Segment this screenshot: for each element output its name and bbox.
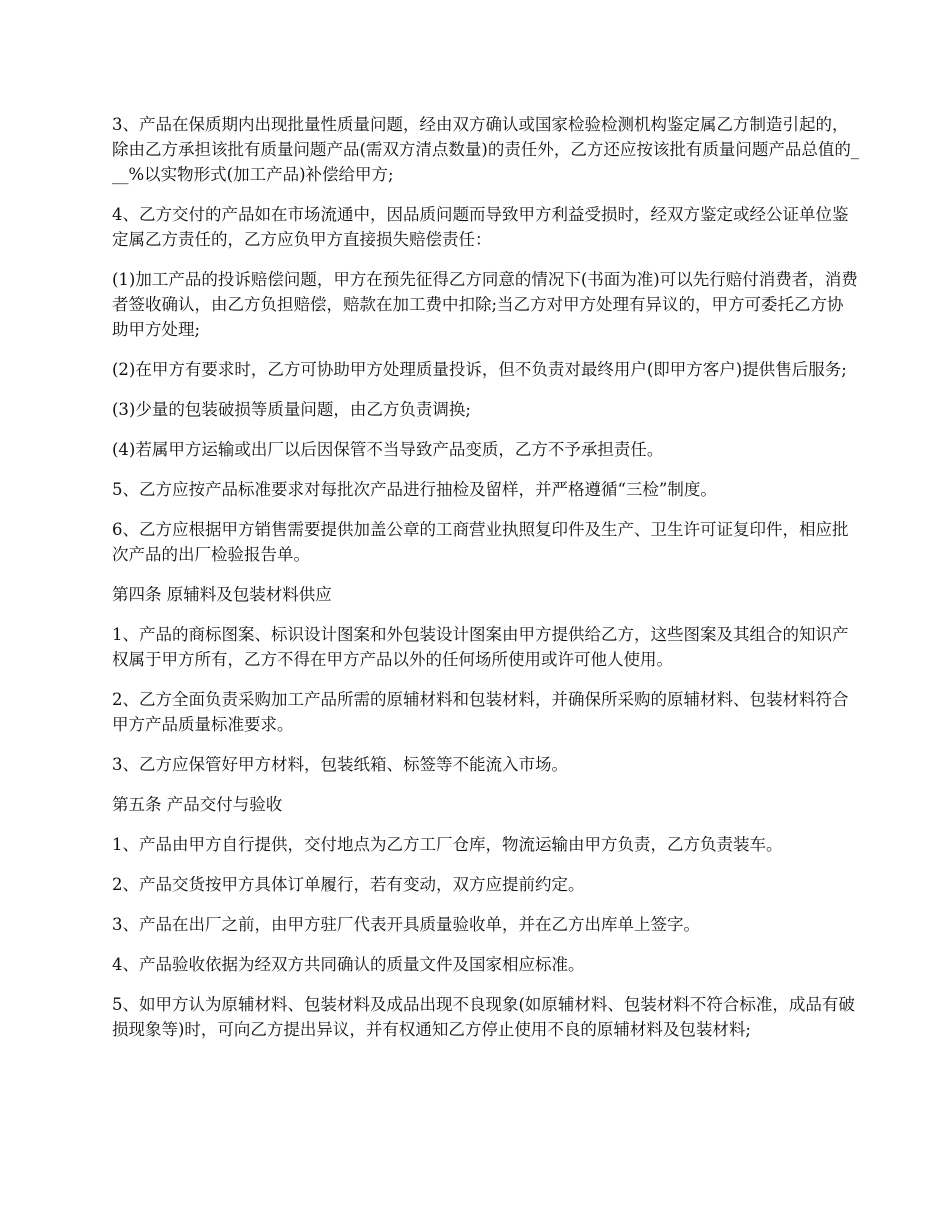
paragraph-defect-objection: 5、如甲方认为原辅材料、包装材料及成品出现不良现象(如原辅材料、包装材料不符合标准，成品有破损现象等)时，可向乙方提出异议，并有权通知乙方停止使用不良的原辅材料及包装材料; [112, 995, 855, 1039]
paragraph-order-fulfillment: 2、产品交货按甲方具体订单履行，若有变动，双方应提前约定。 [112, 875, 585, 894]
paragraph-packaging-damage: (3)少量的包装破损等质量问题，由乙方负责调换; [112, 400, 471, 419]
paragraph-complaint-compensation: (1)加工产品的投诉赔偿问题，甲方在预先征得乙方同意的情况下(书面为准)可以先行赔付消费者，消费者签收确认，由乙方负担赔偿，赔款在加工费中扣除;当乙方对甲方处理有异议的，甲方可委托乙方协助甲方处理; [112, 270, 858, 339]
paragraph-pre-shipment-acceptance: 3、产品在出厂之前，由甲方驻厂代表开具质量验收单，并在乙方出库单上签字。 [112, 915, 700, 934]
paragraph-sampling-inspection: 5、乙方应按产品标准要求对每批次产品进行抽检及留样，并严格遵循“三检”制度。 [112, 480, 717, 499]
paragraph-transport-storage: (4)若属甲方运输或出厂以后因保管不当导致产品变质，乙方不予承担责任。 [112, 440, 664, 459]
paragraph-trademark-ip: 1、产品的商标图案、标识设计图案和外包装设计图案由甲方提供给乙方，这些图案及其组合的知识产权属于甲方所有，乙方不得在甲方产品以外的任何场所使用或许可他人使用。 [112, 625, 849, 669]
paragraph-material-custody: 3、乙方应保管好甲方材料，包装纸箱、标签等不能流入市场。 [112, 755, 568, 774]
paragraph-market-circulation-liability: 4、乙方交付的产品如在市场流通中，因品质问题而导致甲方利益受损时，经双方鉴定或经公证单位鉴定属乙方责任的，乙方应负甲方直接损失赔偿责任： [112, 205, 849, 249]
paragraph-material-procurement: 2、乙方全面负责采购加工产品所需的原辅材料和包装材料，并确保所采购的原辅材料、包装材料符合甲方产品质量标准要求。 [112, 690, 849, 734]
paragraph-delivery-location: 1、产品由甲方自行提供，交付地点为乙方工厂仓库，物流运输由甲方负责，乙方负责装车。 [112, 835, 783, 854]
paragraph-quality-batch-issue: 3、产品在保质期内出现批量性质量问题，经由双方确认或国家检验检测机构鉴定属乙方制造引起的，除由乙方承担该批有质量问题产品(需双方清点数量)的责任外，乙方还应按该批有质量问题产品总值的___%以实物形式(加工产品)补偿给甲方; [112, 115, 860, 184]
paragraph-assist-complaints: (2)在甲方有要求时，乙方可协助甲方处理质量投诉，但不负责对最终用户(即甲方客户)提供售后服务; [112, 360, 847, 379]
paragraph-acceptance-basis: 4、产品验收依据为经双方共同确认的质量文件及国家相应标准。 [112, 955, 585, 974]
paragraph-license-copies: 6、乙方应根据甲方销售需要提供加盖公章的工商营业执照复印件及生产、卫生许可证复印件，相应批次产品的出厂检验报告单。 [112, 520, 849, 564]
section-heading-article-5: 第五条 产品交付与验收 [112, 795, 283, 814]
section-heading-article-4: 第四条 原辅料及包装材料供应 [112, 585, 332, 604]
